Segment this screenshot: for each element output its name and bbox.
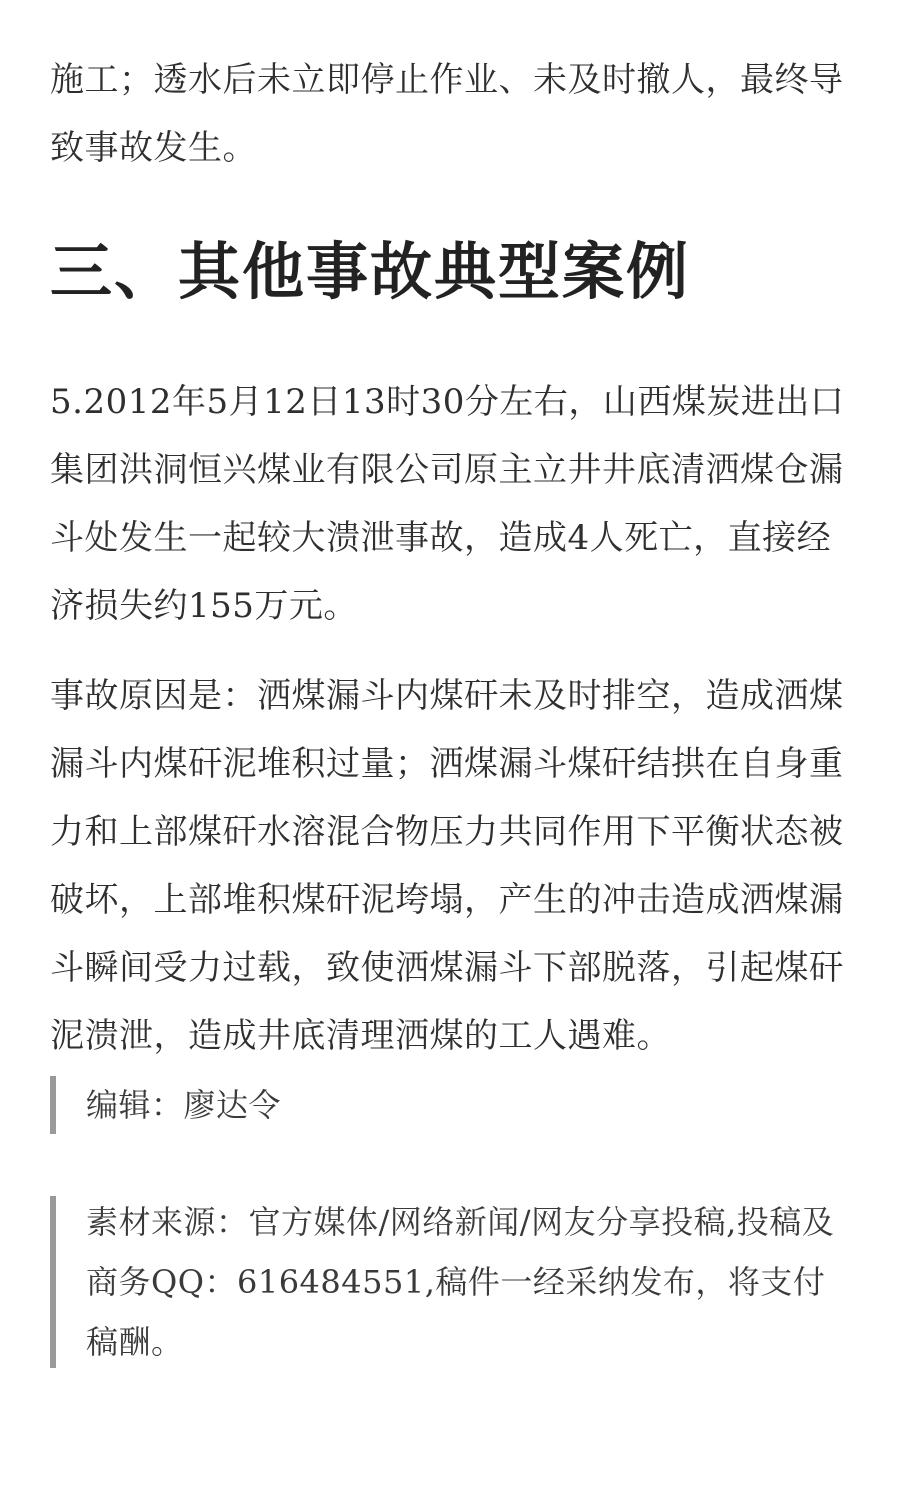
case-paragraph: 5.2012年5月12日13时30分左右，山西煤炭进出口集团洪洞恒兴煤业有限公司原主立井井底清洒煤仓漏斗处发生一起较大溃泄事故，造成4人死亡，直接经济损失约155万元。 — [50, 382, 845, 626]
cause-paragraph: 事故原因是：洒煤漏斗内煤矸未及时排空，造成洒煤漏斗内煤矸泥堆积过量；洒煤漏斗煤矸结拱在自身重力和上部煤矸水溶混合物压力共同作用下平衡状态被破坏，上部堆积煤矸泥垮塌，产生的冲击造成洒煤漏斗瞬间受力过载，致使洒煤漏斗下部脱落，引起煤矸泥溃泄，造成井底清理洒煤的工人遇难。 — [50, 676, 844, 1056]
source-quote-block — [50, 1196, 850, 1368]
intro-paragraph: 施工；透水后未立即停止作业、未及时撤人，最终导致事故发生。 — [50, 60, 844, 168]
source-note: 素材来源：官方媒体/网络新闻/网友分享投稿,投稿及商务QQ：616484551,稿件一经采纳发布，将支付稿酬。 — [86, 1203, 835, 1361]
editor-credit: 编辑：廖达令 — [86, 1086, 282, 1124]
editor-quote-block — [50, 1076, 850, 1134]
section-heading: 三、其他事故典型案例 — [50, 235, 691, 308]
